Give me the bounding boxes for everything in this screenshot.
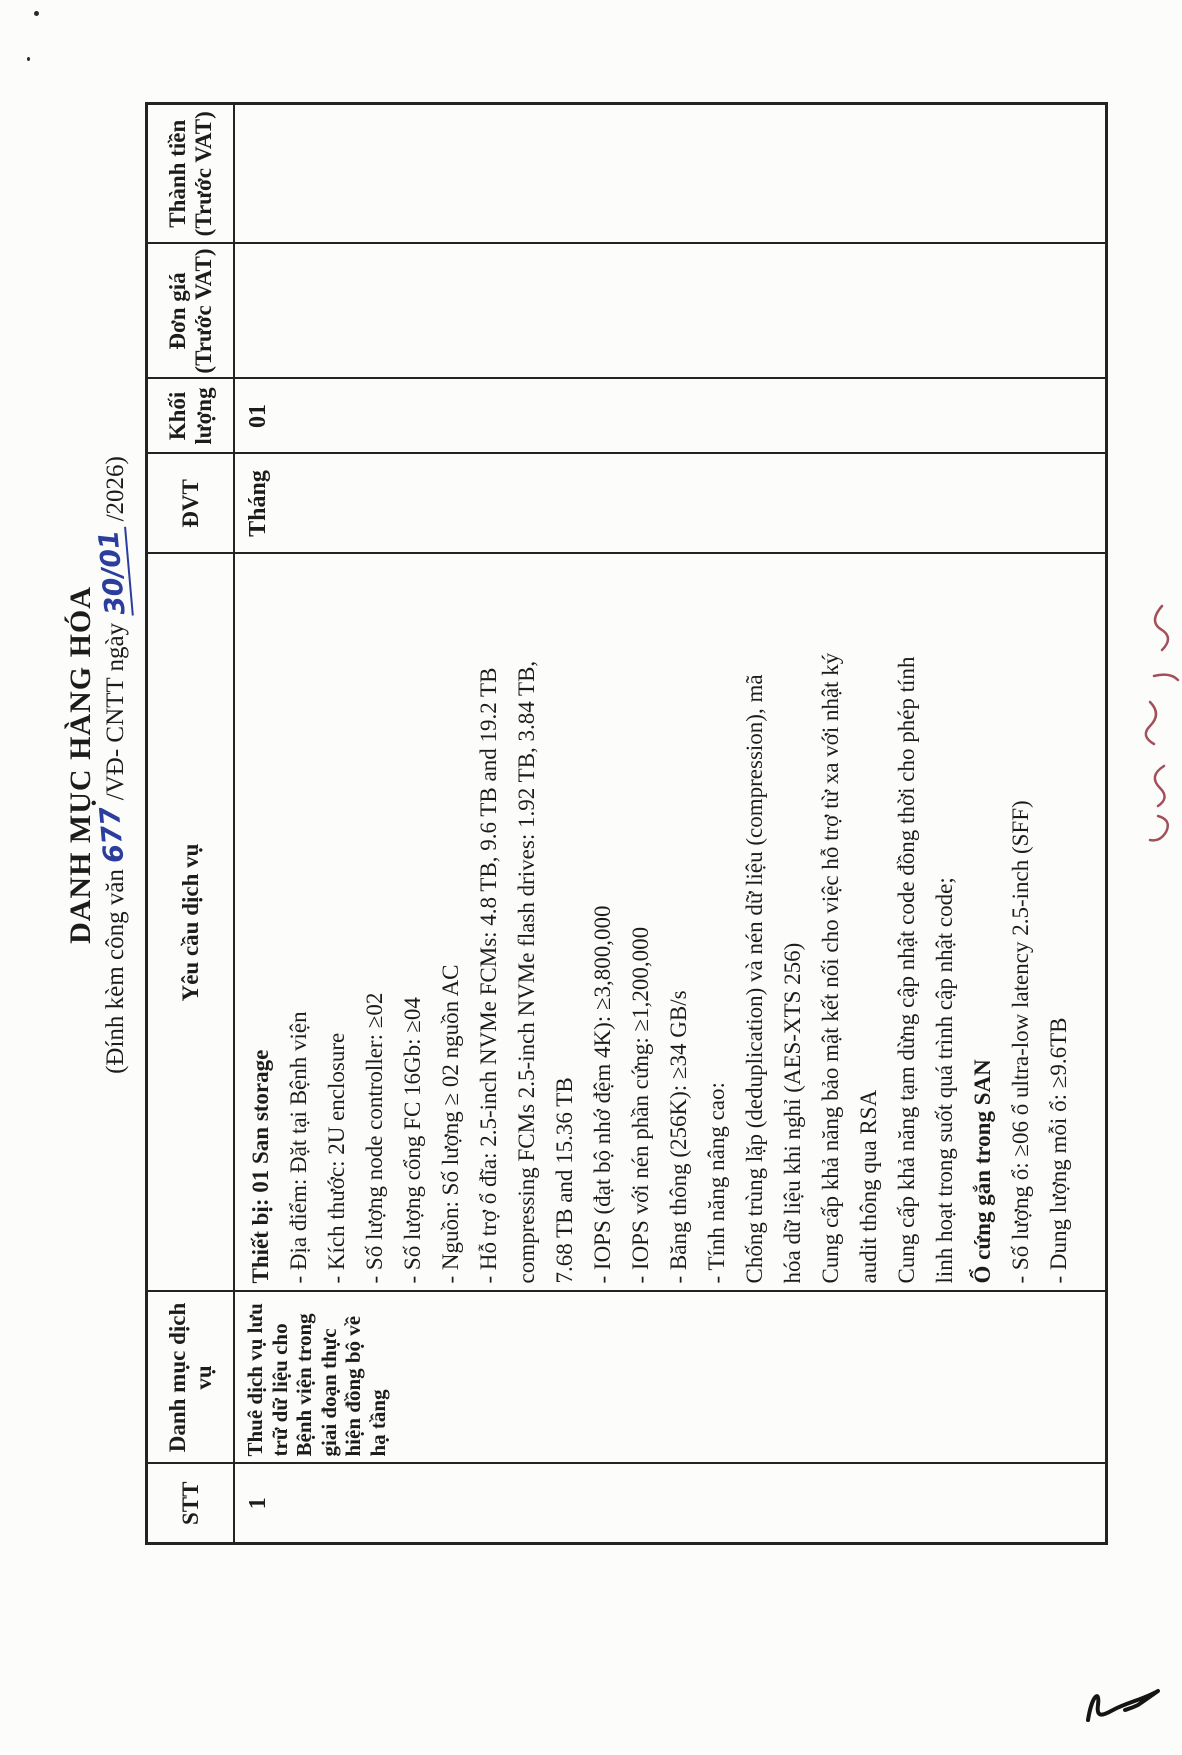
title-block	[64, 95, 132, 1435]
col-header-unit-price: Đơn giá (Trước VAT)	[147, 244, 235, 379]
requirement-line: - Số lượng cổng FC 16Gb: ≥04	[400, 997, 425, 1284]
goods-table	[145, 102, 1108, 1545]
handwritten-annotation-red	[1132, 598, 1182, 863]
requirement-line: hóa dữ liệu khi nghỉ (AES-XTS 256)	[780, 942, 805, 1284]
requirement-line: - Số lượng ổ: ≥06 ổ ultra-low latency 2.5-inch (SFF)	[1008, 800, 1033, 1284]
cell-unit: Tháng	[234, 454, 1107, 554]
col-header-total: Thành tiền (Trước VAT)	[147, 104, 235, 244]
requirement-line: - Địa điểm: Đặt tại Bệnh viện	[286, 1011, 311, 1284]
col-header-unit: ĐVT	[147, 454, 235, 554]
cell-total	[234, 104, 1107, 244]
document-subtitle	[93, 95, 132, 1435]
document-title: DANH MỤC HÀNG HÓA	[64, 586, 97, 944]
requirement-line: audit thông qua RSA	[856, 1089, 881, 1284]
rotated-table-block	[60, 95, 1095, 1555]
requirement-line: - IOPS với nén phần cứng: ≥1,200,000	[628, 926, 653, 1284]
scan-speck	[34, 11, 39, 16]
cell-category: Thuê dịch vụ lưu trữ dữ liệu cho Bệnh viện trong giai đoạn thực hiện đồng bộ về hạ tầng	[234, 1292, 1107, 1464]
requirement-line: - Kích thước: 2U enclosure	[324, 1032, 349, 1284]
requirement-line: - Băng thông (256K): ≥34 GB/s	[666, 990, 691, 1284]
requirement-line: Cung cấp khả năng bảo mật kết nối cho việc hỗ trợ từ xa với nhật ký	[818, 652, 843, 1284]
requirement-line: - Hỗ trợ ổ đĩa: 2.5-inch NVMe FCMs: 4.8 TB, 9.6 TB and 19.2 TB	[476, 667, 501, 1284]
requirement-line: 7.68 TB and 15.36 TB	[552, 1077, 577, 1284]
subtitle-middle: /VĐ- CNTT ngày	[102, 622, 129, 801]
signature-mark	[1080, 1675, 1170, 1735]
col-header-quantity: Khối lượng	[147, 379, 235, 454]
requirement-line: - Số lượng node controller: ≥02	[362, 992, 387, 1284]
requirement-line: Ổ cứng gắn trong SAN	[970, 1059, 995, 1284]
col-header-requirements: Yêu cầu dịch vụ	[147, 554, 235, 1292]
table-header-row	[147, 104, 235, 1544]
cell-quantity: 01	[234, 379, 1107, 454]
requirement-line: compressing FCMs 2.5-inch NVMe flash drives: 1.92 TB, 3.84 TB,	[514, 660, 539, 1284]
cell-requirements	[234, 554, 1107, 1292]
requirement-line: Chống trùng lặp (deduplication) và nén dữ liệu (compression), mã	[742, 674, 767, 1284]
subtitle-prefix: (Đính kèm công văn	[102, 869, 129, 1074]
requirement-line: Cung cấp khả năng tạm dừng cập nhật code đồng thời cho phép tính	[894, 656, 919, 1284]
cell-stt: 1	[234, 1464, 1107, 1544]
requirement-line: linh hoạt trong suốt quá trình cập nhật code;	[932, 877, 957, 1284]
requirement-line: - IOPS (đạt bộ nhớ đệm 4K): ≥3,800,000	[590, 905, 615, 1284]
scan-speck	[27, 57, 30, 61]
handwritten-date: 30/01	[93, 526, 134, 618]
col-header-stt: STT	[147, 1464, 235, 1544]
requirement-line: - Dung lượng mỗi ổ: ≥9.6TB	[1046, 1017, 1071, 1284]
subtitle-suffix: /2026)	[102, 456, 129, 522]
requirement-line: Thiết bị: 01 San storage	[248, 1049, 273, 1284]
cell-unit-price	[234, 244, 1107, 379]
requirement-line: - Nguồn: Số lượng ≥ 02 nguồn AC	[438, 964, 463, 1284]
col-header-category: Danh mục dịch vụ	[147, 1292, 235, 1464]
handwritten-doc-number: 677	[94, 805, 131, 865]
requirements-list	[242, 557, 1078, 1284]
requirement-line: - Tính năng nâng cao:	[704, 1082, 729, 1284]
table-row	[234, 104, 1107, 1544]
